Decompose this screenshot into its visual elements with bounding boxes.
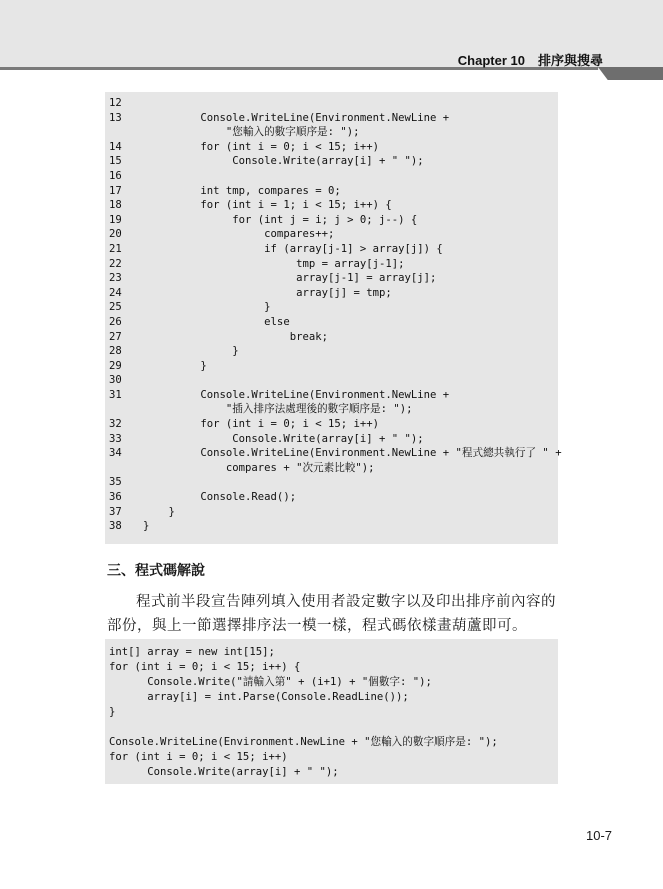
- line-number: 15: [109, 155, 122, 168]
- page-number: 10-7: [586, 828, 613, 843]
- code-text: if (array[j-1] > array[j]) {: [143, 242, 443, 255]
- code-text: compares++;: [143, 228, 335, 241]
- code-text: Console.WriteLine(Environment.NewLine +: [143, 388, 450, 401]
- code-line: }: [109, 706, 116, 718]
- line-number: 23: [109, 272, 122, 285]
- code-line: [105, 271, 558, 286]
- code-line: [105, 330, 558, 345]
- code-line: [105, 373, 558, 388]
- code-line: for (int i = 0; i < 15; i++) {: [109, 661, 301, 673]
- code-line: [105, 111, 558, 126]
- code-line: [105, 286, 558, 301]
- chapter-title: Chapter 10 排序與搜尋: [457, 53, 603, 68]
- line-number: 26: [109, 315, 122, 328]
- line-number: 19: [109, 213, 122, 226]
- code-text: for (int i = 1; i < 15; i++) {: [143, 199, 392, 212]
- code-text: compares + "次元素比較");: [143, 461, 375, 474]
- code-block-1: [105, 92, 562, 544]
- code-line: [105, 432, 558, 447]
- code-line: [105, 213, 558, 228]
- explanation-paragraph: 程式前半段宣告陣列填入使用者設定數字以及印出排序前內容的部份，與上一節選擇排序法一模一樣，程式碼依樣畫葫蘆即可。: [107, 594, 556, 634]
- code-line: [105, 140, 558, 155]
- code-line: [105, 184, 558, 199]
- code-text: for (int i = 0; i < 15; i++): [143, 418, 379, 431]
- line-number: 36: [109, 491, 122, 504]
- code-line: [109, 720, 558, 735]
- code-text: }: [143, 505, 175, 518]
- code-line: [105, 446, 562, 461]
- code-block-2: [105, 639, 558, 784]
- line-number: 17: [109, 184, 122, 197]
- line-number: 12: [109, 97, 122, 109]
- code-line: [105, 519, 558, 534]
- line-number: [105, 461, 143, 476]
- line-number: 38: [109, 520, 122, 533]
- code-line: [105, 475, 558, 490]
- section-heading: 三、程式碼解說: [107, 563, 205, 579]
- code-text: }: [143, 301, 271, 314]
- line-number: 13: [109, 111, 122, 124]
- code-line: [105, 227, 558, 242]
- line-number: 30: [109, 374, 122, 387]
- code-line: [105, 154, 558, 169]
- code-text: "您輸入的數字順序是: ");: [143, 126, 360, 139]
- code-line: [105, 242, 558, 257]
- code-text: array[j-1] = array[j];: [143, 272, 437, 285]
- code-line: [105, 257, 558, 272]
- line-number: 21: [109, 242, 122, 255]
- line-number: 35: [109, 476, 122, 489]
- code-line: Console.Write("請輸入第" + (i+1) + "個數字: ");: [109, 676, 432, 688]
- code-line: array[i] = int.Parse(Console.ReadLine());: [109, 691, 409, 703]
- code-line: [105, 417, 558, 432]
- code-line: [105, 315, 558, 330]
- code-line: [105, 300, 558, 315]
- code-text: }: [143, 359, 207, 372]
- line-number: 33: [109, 432, 122, 445]
- line-number: [105, 402, 143, 417]
- code-text: Console.Write(array[i] + " ");: [143, 155, 424, 168]
- code-text: Console.Write(array[i] + " ");: [143, 432, 424, 445]
- code-line: [105, 388, 558, 403]
- line-number: 18: [109, 199, 122, 212]
- code-line: Console.Write(array[i] + " ");: [109, 766, 339, 778]
- code-text: break;: [143, 330, 328, 343]
- code-line: [105, 96, 558, 111]
- line-number: 34: [109, 447, 122, 460]
- code-line: [105, 359, 558, 374]
- line-number: 16: [109, 169, 122, 182]
- code-text: for (int i = 0; i < 15; i++): [143, 140, 379, 153]
- code-text: "插入排序法處理後的數字順序是: ");: [143, 403, 413, 416]
- line-number: 14: [109, 140, 122, 153]
- code-line: [105, 505, 558, 520]
- code-text: }: [143, 520, 150, 533]
- line-number: 27: [109, 330, 122, 343]
- code-text: Console.WriteLine(Environment.NewLine + "程式總共執行了 " +: [143, 447, 562, 460]
- code-line: [105, 344, 558, 359]
- code-text: else: [143, 315, 290, 328]
- code-text: }: [143, 345, 239, 358]
- code-line: [105, 402, 558, 417]
- code-line: [105, 169, 558, 184]
- code-line: [105, 125, 558, 140]
- line-number: 20: [109, 228, 122, 241]
- code-text: for (int j = i; j > 0; j--) {: [143, 213, 418, 226]
- code-text: tmp = array[j-1];: [143, 257, 405, 270]
- code-text: array[j] = tmp;: [143, 286, 392, 299]
- code-text: int tmp, compares = 0;: [143, 184, 341, 197]
- code-text: Console.Read();: [143, 491, 297, 504]
- line-number: 22: [109, 257, 122, 270]
- line-number: 32: [109, 418, 122, 431]
- line-number: [105, 125, 143, 140]
- code-line: [105, 490, 558, 505]
- line-number: 29: [109, 359, 122, 372]
- line-number: 24: [109, 286, 122, 299]
- line-number: 31: [109, 388, 122, 401]
- code-line: [105, 198, 558, 213]
- line-number: 25: [109, 301, 122, 314]
- code-line: int[] array = new int[15];: [109, 646, 275, 658]
- code-line: [105, 461, 558, 476]
- line-number: 28: [109, 345, 122, 358]
- code-text: Console.WriteLine(Environment.NewLine +: [143, 111, 450, 124]
- code-line: Console.WriteLine(Environment.NewLine + "您輸入的數字順序是: ");: [109, 736, 498, 748]
- code-line: for (int i = 0; i < 15; i++): [109, 751, 288, 763]
- line-number: 37: [109, 505, 122, 518]
- header-tab: [598, 67, 663, 80]
